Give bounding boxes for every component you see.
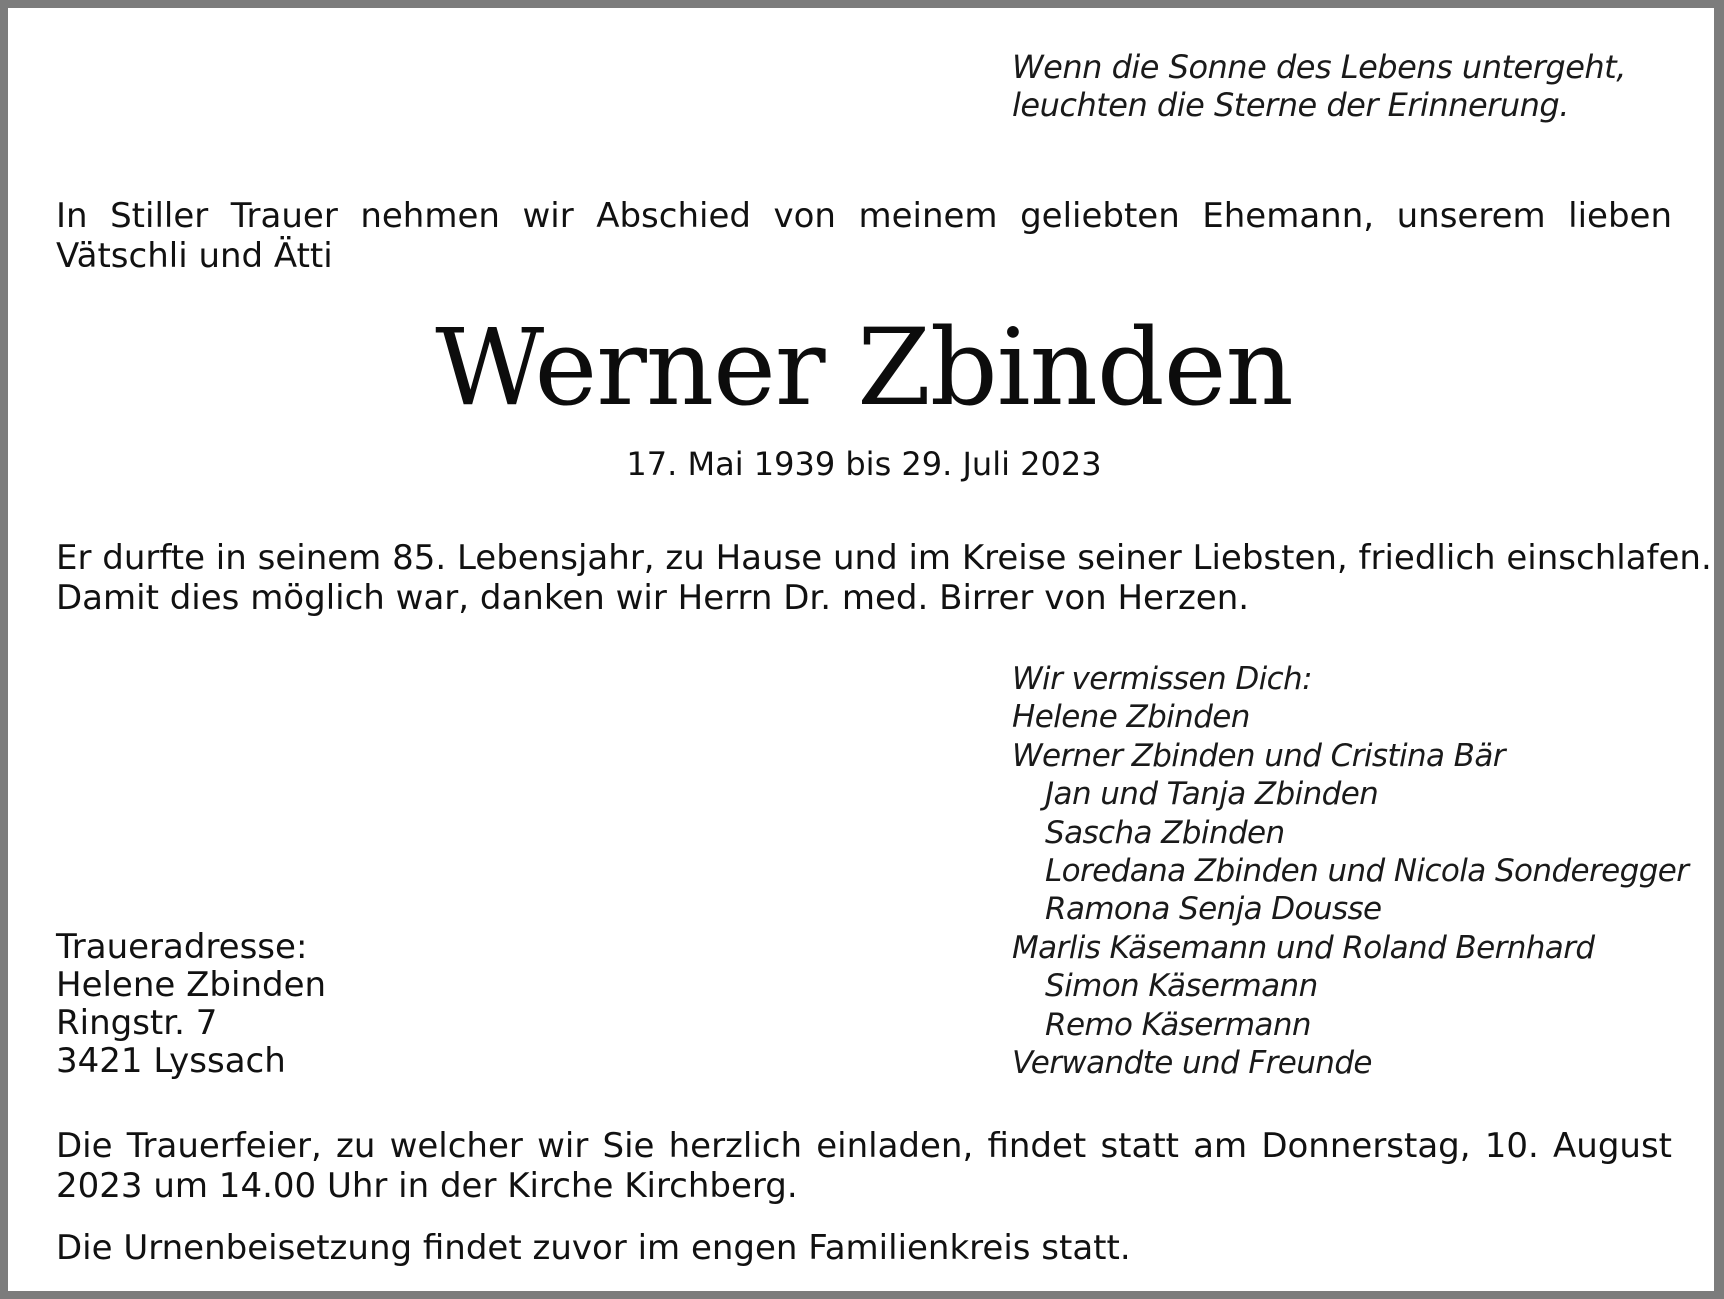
mourner-entry: Sascha Zbinden [1045,814,1285,851]
mourner-entry: Jan und Tanja Zbinden [1045,776,1379,813]
mourner-entry: Remo Käsermann [1045,1006,1311,1043]
mourning-address [56,928,656,1080]
address-line: 3421 Lyssach [56,1041,286,1081]
urn-burial-text: Die Urnenbeisetzung findet zuvor im engen Familienkreis statt. [56,1228,1131,1268]
address-line: Ringstr. 7 [56,1003,218,1043]
mourners-list [1012,660,1692,1082]
intro-text: In Stiller Trauer nehmen wir Abschied von meinem geliebten Ehemann, unserem lieben Vätschli und Ätti [56,196,1672,276]
passing-line: Er durfte in seinem 85. Lebensjahr, zu Hause und im Kreise seiner Liebsten, friedlich einschlafen. [56,538,1712,578]
address-line: Helene Zbinden [56,965,327,1005]
address-heading: Traueradresse: [56,927,308,967]
mourner-entry: Loredana Zbinden und Nicola Sonderegger [1045,853,1689,890]
mourner-entry: Simon Käsermann [1045,968,1318,1005]
deceased-name: Werner Zbinden [435,306,1293,429]
mourner-entry: Helene Zbinden [1012,699,1250,736]
motto-line: leuchten die Sterne der Erinnerung. [1012,86,1569,124]
mourner-entry: Verwandte und Freunde [1012,1045,1372,1082]
motto-quote [1012,48,1652,124]
motto-line: Wenn die Sonne des Lebens untergeht, [1012,48,1626,86]
mourner-entry: Marlis Käsemann und Roland Bernhard [1012,929,1595,966]
ceremony-text: Die Trauerfeier, zu welcher wir Sie herzlich einladen, findet statt am Donnerstag, 10. August 2023 um 14.00 Uhr in der Kirche Kirchberg. [56,1126,1672,1206]
mourner-entry: Ramona Senja Dousse [1045,891,1382,928]
passing-text [56,538,1712,618]
mourners-heading: Wir vermissen Dich: [1012,661,1312,697]
mourner-entry: Werner Zbinden und Cristina Bär [1012,737,1505,774]
passing-line: Damit dies möglich war, danken wir Herrn Dr. med. Birrer von Herzen. [56,578,1250,618]
life-dates: 17. Mai 1939 bis 29. Juli 2023 [626,445,1102,483]
